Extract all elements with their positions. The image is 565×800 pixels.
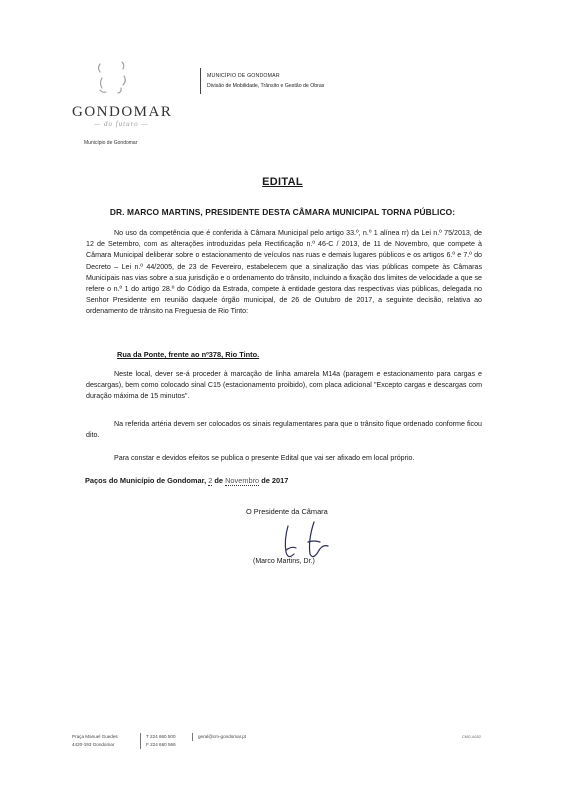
footer-email-text: geral@cm-gondomar.pt bbox=[198, 734, 247, 739]
footer-phones bbox=[140, 733, 176, 749]
header-division: Divisão de Mobilidade, Trânsito e Gestão de Obras bbox=[207, 83, 325, 89]
brand-wordmark: GONDOMAR bbox=[72, 104, 173, 120]
date-month: Novembro bbox=[225, 476, 260, 485]
footer-phone: T 224 660 500 bbox=[146, 734, 176, 739]
signer-name: (Marco Martins, Dr.) bbox=[253, 558, 315, 565]
paragraph-competence: No uso da competência que é conferida à Câmara Municipal pelo artigo 33.º, n.º 1 alínea rr) da Lei n.º 75/2013, de 12 de Setembro, com as alterações introduzidas pela Rectificação n.º 46-C / 2013, de 11 de Novembro, que compete à Câmara Municipal deliberar sobre o estacionamento de veículos nas ruas e demais lugares públicos e os artigos 6.º e 7.º do Decreto – Lei n.º 44/2005, de 23 de Fevereiro, estabelecem que a sinalização das vias públicas compete às Câmaras Municipais nas vias sobre a sua jurisdição e o ordenamento do trânsito, incluindo a fixação dos limites de velocidade a que se refere o n.º 1 do artigo 28.º do Código da Estrada, compete à entidade gestora das respectivas vias públicas, delegada no Senhor Presidente em reunião daquele órgão municipal, de 26 de Outubro de 2017, a seguinte decisão, relativa ao ordenamento de trânsito na Freguesia de Rio Tinto: bbox=[86, 229, 482, 316]
date-prefix: Paços do Município de Gondomar, bbox=[85, 476, 207, 485]
footer-fax: F 224 660 566 bbox=[146, 742, 176, 747]
footer-ref: CMG-A002 bbox=[462, 735, 481, 739]
document-subtitle: DR. MARCO MARTINS, PRESIDENTE DESTA CÂMARA MUNICIPAL TORNA PÚBLICO: bbox=[109, 207, 456, 217]
paragraph-publication: Para constar e devidos efeitos se publica o presente Edital que vai ser afixado em local próprio. bbox=[114, 454, 415, 462]
paragraph-measures: Neste local, dever se-á proceder à marcação de linha amarela M14a (paragem e estacionamento para cargas e descargas), bem como colocado sinal C15 (estacionamento proibido), com placa adicional "Excepto cargas e descargas com duração máxima de 15 minutos". bbox=[86, 370, 482, 401]
header-entity: MUNICÍPIO DE GONDOMAR bbox=[207, 73, 280, 79]
brand-script: — do futuro — bbox=[94, 120, 149, 128]
footer-address bbox=[72, 733, 118, 749]
date-day: 2 bbox=[208, 476, 213, 485]
date-de-1: de bbox=[214, 476, 224, 485]
signer-role: O Presidente da Câmara bbox=[246, 507, 328, 516]
header-divider bbox=[200, 68, 201, 94]
date-de-2: de bbox=[261, 476, 270, 485]
header-entity-block bbox=[207, 71, 324, 91]
paragraph-signs: Na referida artéria devem ser colocados os sinais regulamentares para que o trânsito fique ordenado conforme ficou dito. bbox=[86, 420, 482, 440]
street-location: Rua da Ponte, frente ao nº378, Rio Tinto. bbox=[117, 350, 260, 359]
date-year: 2017 bbox=[271, 476, 289, 485]
gondomar-emblem-icon bbox=[88, 56, 138, 102]
footer-address-line-1: Praça Manuel Guedes bbox=[72, 734, 118, 739]
municipality-logo bbox=[72, 56, 192, 146]
brand-subtitle: Município de Gondomar bbox=[84, 140, 138, 146]
footer-email bbox=[192, 733, 246, 741]
document-title: EDITAL bbox=[262, 176, 303, 188]
footer-address-line-2: 4420-193 Gondomar bbox=[72, 742, 115, 747]
date-line bbox=[85, 476, 288, 486]
